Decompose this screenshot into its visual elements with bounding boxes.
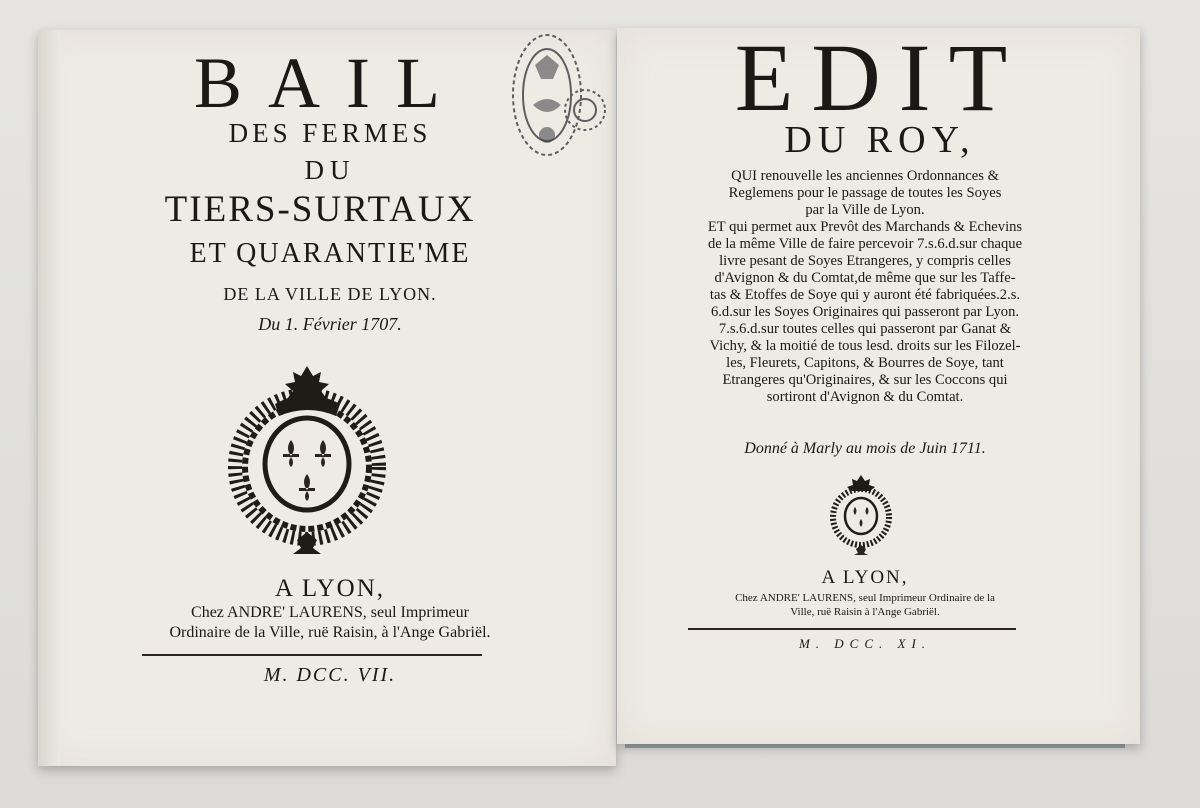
right-body-line: les, Fleurets, Capitons, & Bourres de Soye, tant [726, 355, 1004, 371]
left-printer-line-2: Ordinaire de la Ville, ruë Raisin, à l'Ange Gabriël. [169, 624, 491, 641]
left-place: A LYON, [274, 575, 386, 602]
left-line-des-fermes: DES FERMES [228, 118, 432, 148]
right-body-line: 6.d.sur les Soyes Originaires qui passeront par Lyon. [710, 304, 1020, 320]
left-line-quarantieme: ET QUARANTIE'ME [189, 238, 471, 269]
right-body-line: ET qui permet aux Prevôt des Marchands & Echevins [707, 219, 1023, 235]
right-printer-line-2: Ville, ruë Raisin à l'Ange Gabriël. [790, 606, 940, 618]
right-given-at: Donné à Marly au mois de Juin 1711. [744, 440, 986, 457]
ink-stamp-icon [505, 25, 615, 180]
left-line-ville: DE LA VILLE DE LYON. [223, 284, 437, 304]
right-year: M. DCC. XI. [798, 636, 932, 651]
royal-arms-small-icon [828, 473, 894, 557]
left-divider [142, 654, 482, 656]
right-body-line: sortiront d'Avignon & du Comtat. [766, 389, 964, 405]
left-date: Du 1. Février 1707. [258, 314, 402, 334]
right-printer-line-1: Chez ANDRE' LAURENS, seul Imprimeur Ordinaire de la [735, 592, 995, 604]
left-year: M. DCC. VII. [263, 664, 397, 686]
left-title: BAIL [194, 43, 466, 123]
right-body-line: d'Avignon & du Comtat,de même que sur les Taffe- [714, 270, 1016, 286]
right-body-line: Vichy, & la moitié de tous lesd. droits sur les Filozel- [709, 338, 1021, 354]
right-body-line: Etrangeres qu'Originaires, & sur les Coccons qui [722, 372, 1008, 388]
right-body-line: par la Ville de Lyon. [805, 202, 925, 218]
right-body-line: livre pesant de Soyes Etrangeres, y compris celles [719, 253, 1011, 269]
page-left-edge [38, 30, 60, 766]
right-body [670, 168, 1060, 406]
left-printer-line-1: Chez ANDRE' LAURENS, seul Imprimeur [191, 604, 469, 621]
left-line-tiers-surtaux: TIERS-SURTAUX [164, 189, 476, 230]
left-line-du: DU [304, 155, 356, 185]
right-subtitle: DU ROY, [784, 119, 976, 161]
right-title: EDIT [734, 24, 1026, 131]
royal-arms-fleur-de-lis-icon [225, 362, 390, 562]
right-body-line: QUI renouvelle les anciennes Ordonnances & [731, 168, 999, 184]
right-body-line: tas & Etoffes de Soye qui y auront été fabriquées.2.s. [709, 287, 1021, 303]
right-body-line: 7.s.6.d.sur toutes celles qui passeront par Ganat & [718, 321, 1012, 337]
right-body-line: de la même Ville de faire percevoir 7.s.6.d.sur chaque [707, 236, 1023, 252]
right-place: A LYON, [821, 567, 909, 588]
right-divider [688, 628, 1016, 630]
right-body-line: Reglemens pour le passage de toutes les Soyes [728, 185, 1002, 201]
